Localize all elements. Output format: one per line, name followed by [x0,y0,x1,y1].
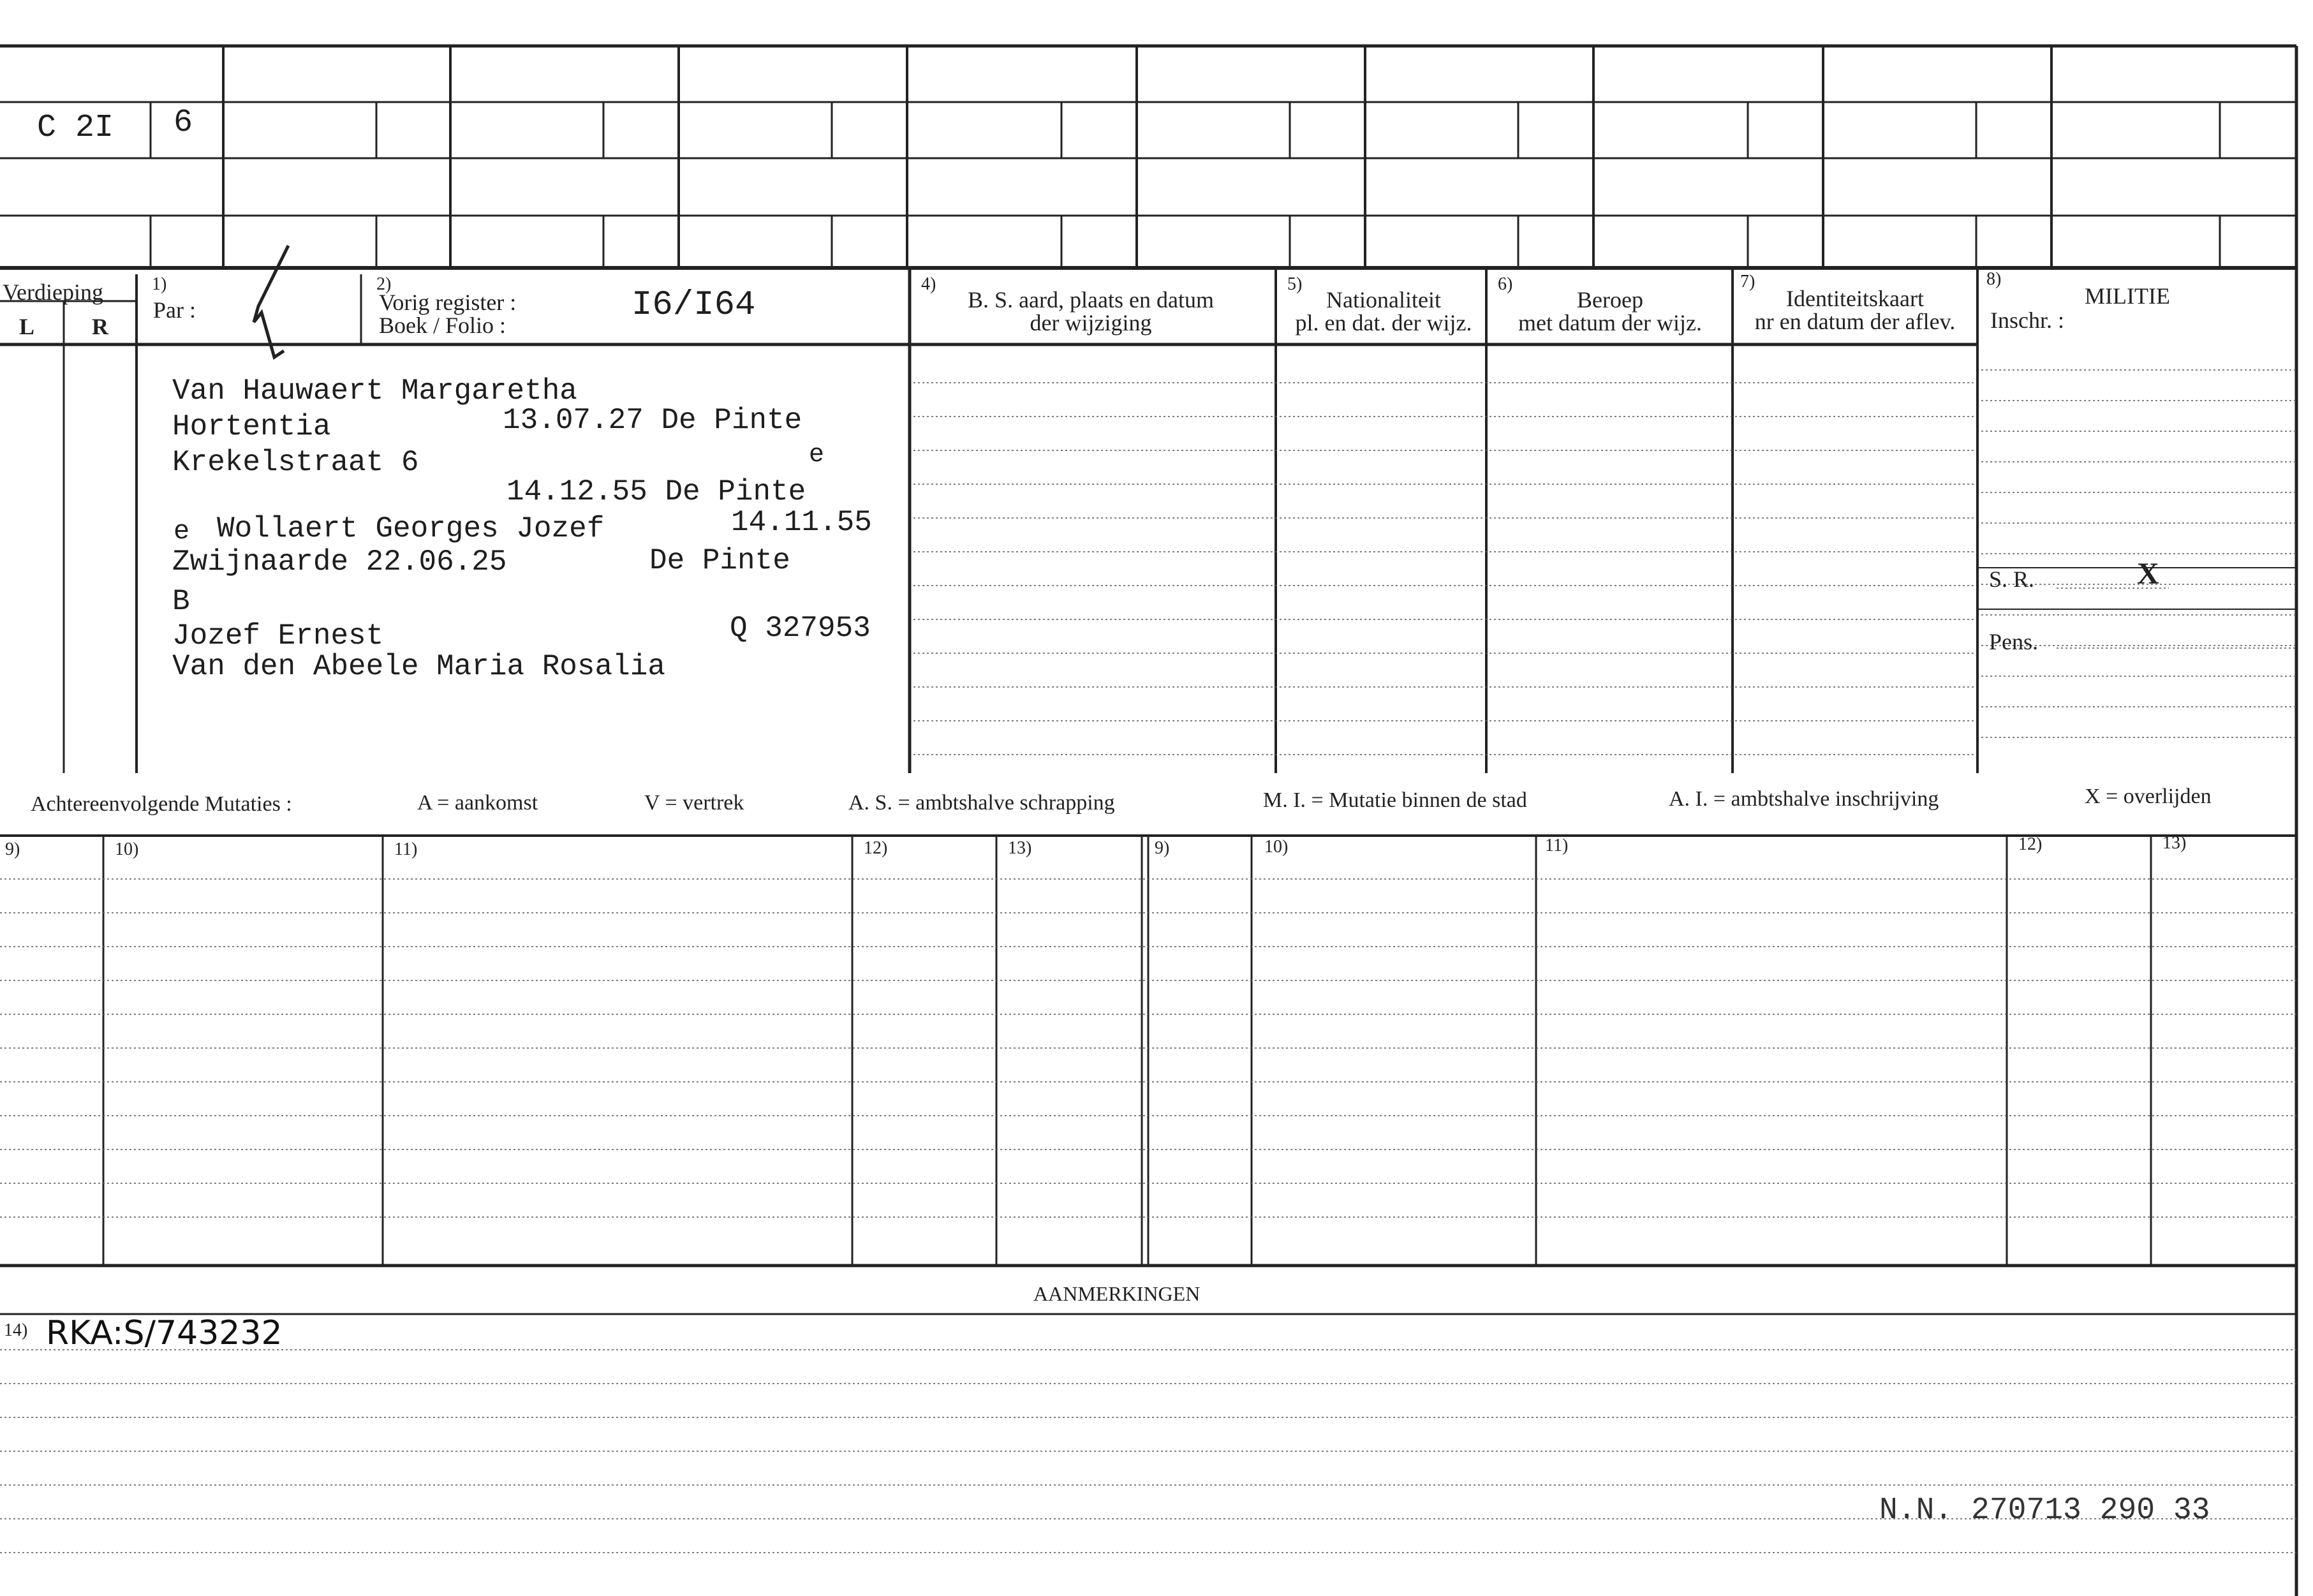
col-l-label: L [19,314,35,339]
person-name-2: Hortentia [172,410,331,443]
handwritten-slash-mark [254,246,288,357]
mutation-col-10b: 10) [1264,837,1289,857]
inschr-label: Inschr. : [1990,307,2064,333]
registration-date-place: 14.12.55 De Pinte [506,475,806,508]
legend-vertrek: V = vertrek [644,791,744,815]
person-name: Van Hauwaert Margaretha [172,374,577,408]
spouse-prefix: e [174,516,190,547]
verdieping-label: Verdieping [3,279,103,305]
nationality-code: B [172,585,190,618]
id-code: Q 327953 [730,612,871,645]
pens-label: Pens. [1989,629,2039,654]
field-number-8: 8) [1986,269,2002,289]
mutation-col-10: 10) [115,839,139,859]
field-number-6: 6) [1498,274,1513,294]
sr-label: S. R. [1989,566,2035,592]
beroep-header-line2: met datum der wijz. [1518,310,1702,336]
mutation-col-9: 9) [5,839,20,859]
aanmerkingen-title: AANMERKINGEN [1033,1282,1201,1305]
marriage-place: De Pinte [649,544,790,577]
marriage-date: 14.11.55 [731,506,872,539]
bs-header-line2: der wijziging [1030,310,1152,336]
nationaliteit-header-line1: Nationaliteit [1326,287,1441,313]
legend-overlijden: X = overlijden [2085,785,2212,808]
mutation-col-12b: 12) [2018,834,2043,854]
legend-inschrijving: A. I. = ambtshalve inschrijving [1669,787,1939,811]
vorig-register-label: Vorig register : [379,290,517,315]
mutation-col-13b: 13) [2162,833,2187,853]
field-number-5: 5) [1287,274,1303,294]
nationaliteit-header-line2: pl. en dat. der wijz. [1295,310,1472,336]
mutation-col-11: 11) [394,839,418,859]
register-value: I6/I64 [632,286,756,325]
field-number-7: 7) [1740,272,1755,292]
field-number-14: 14) [4,1320,28,1340]
mutation-col-9b: 9) [1155,838,1170,858]
sr-value: X [2137,557,2159,591]
address-mark: e [809,441,825,469]
mutaties-title: Achtereenvolgende Mutaties : [31,792,292,816]
spouse-birth: Zwijnaarde 22.06.25 [172,545,507,579]
mutation-col-13: 13) [1008,838,1032,858]
field-number-2: 2) [376,274,392,294]
legend-schrapping: A. S. = ambtshalve schrapping [848,791,1115,815]
mother-name: Van den Abeele Maria Rosalia [172,650,665,683]
address: Krekelstraat 6 [172,446,419,479]
id-header-line1: Identiteitskaart [1786,286,1924,311]
militie-label: MILITIE [2085,283,2170,309]
block-number: 6 [174,105,193,141]
mutation-col-12: 12) [864,838,888,858]
rka-number: RKA:S/743232 [46,1314,283,1352]
birth-date-place: 13.07.27 De Pinte [503,404,802,437]
block-code: C 2I [37,110,114,146]
bs-header-line1: B. S. aard, plaats en datum [968,287,1214,313]
father-name: Jozef Ernest [172,619,384,653]
legend-aankomst: A = aankomst [417,791,538,815]
legend-mutatie: M. I. = Mutatie binnen de stad [1263,788,1527,812]
par-label: Par : [153,297,196,323]
spouse-name: Wollaert Georges Jozef [217,512,605,545]
mutation-col-11b: 11) [1545,836,1569,855]
national-number: N.N. 270713 290 33 [1879,1493,2210,1528]
field-number-4: 4) [921,274,936,294]
beroep-header-line1: Beroep [1577,287,1643,313]
field-number-1: 1) [152,274,167,294]
col-r-label: R [92,314,108,339]
boek-folio-label: Boek / Folio : [379,313,506,338]
id-header-line2: nr en datum der aflev. [1754,309,1956,334]
